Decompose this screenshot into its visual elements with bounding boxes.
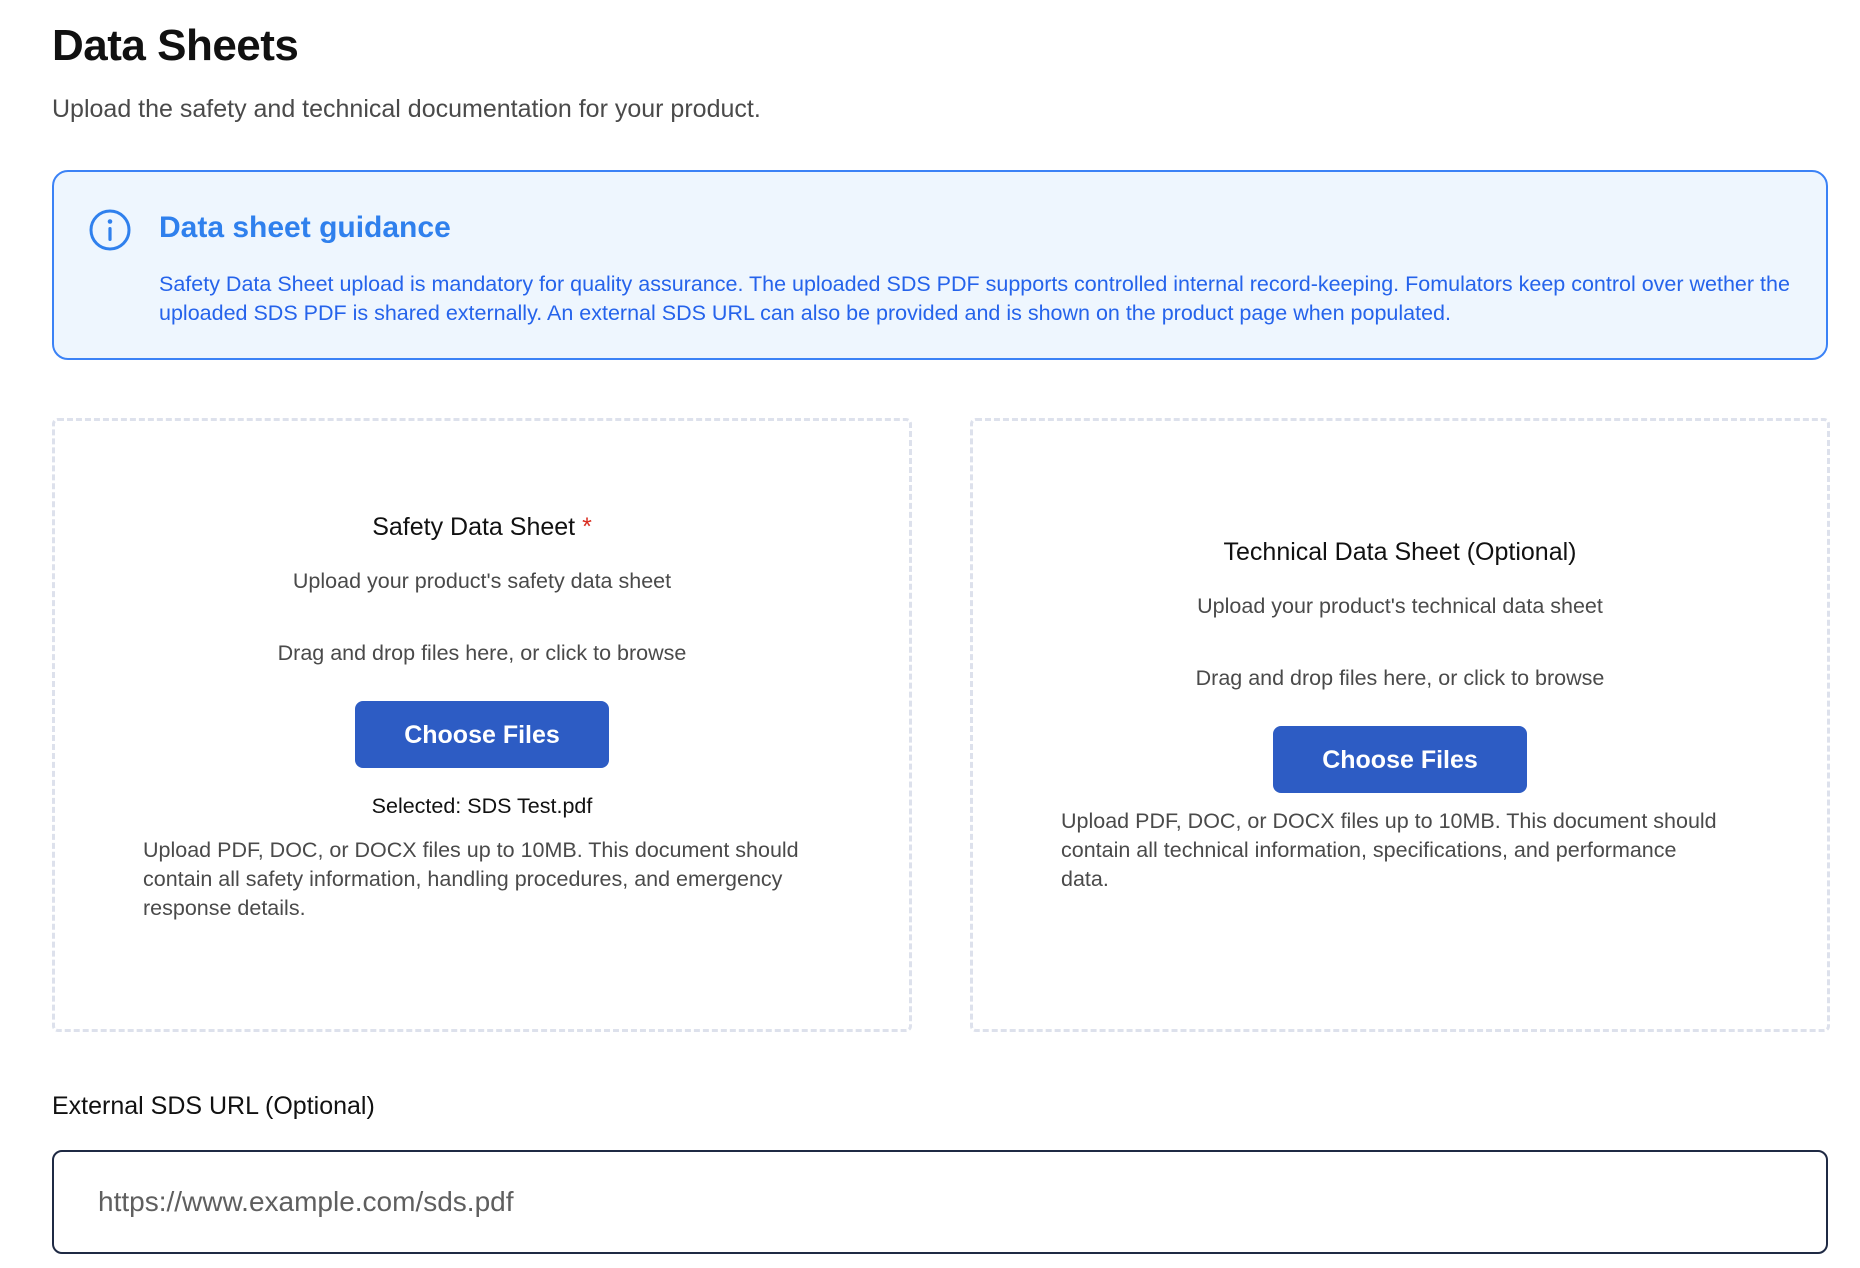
safety-data-sheet-title (55, 511, 909, 543)
safety-help-text: Upload PDF, DOC, or DOCX files up to 10MB. This document should contain all safety information, handling procedures, and emergency response details. (143, 838, 799, 920)
technical-drag-hint: Drag and drop files here, or click to browse (1195, 666, 1605, 690)
safety-choose-files-button[interactable]: Choose Files (355, 701, 609, 768)
guidance-body: Safety Data Sheet upload is mandatory for quality assurance. The uploaded SDS PDF supports controlled internal record-keeping. Fomulators keep control over wether the uploaded SDS PDF is shared externally. An external SDS URL can also be provided and is shown on the product page when populated. (159, 272, 1790, 325)
safety-description: Upload your product's safety data sheet (292, 569, 672, 593)
safety-data-sheet-dropzone[interactable] (52, 418, 912, 1032)
external-sds-url-label: External SDS URL (Optional) (52, 1092, 375, 1120)
safety-drag-hint: Drag and drop files here, or click to browse (277, 641, 687, 665)
technical-description: Upload your product's technical data sheet (1197, 594, 1603, 618)
safety-dropzone-content (55, 511, 909, 923)
guidance-title: Data sheet guidance (159, 211, 451, 244)
page-subtitle: Upload the safety and technical documentation for your product. (52, 95, 761, 123)
technical-help-text: Upload PDF, DOC, or DOCX files up to 10MB. This document should contain all technical information, specifications, and performance data. (1061, 809, 1717, 891)
technical-choose-files-button[interactable]: Choose Files (1273, 726, 1527, 793)
guidance-panel (52, 170, 1828, 360)
safety-selected-file: Selected: SDS Test.pdf (371, 794, 593, 818)
technical-data-sheet-title: Technical Data Sheet (Optional) (1223, 538, 1577, 566)
data-sheets-page (52, 0, 1828, 1120)
technical-dropzone-content (973, 536, 1827, 894)
external-sds-url-input[interactable] (52, 1150, 1828, 1254)
safety-title-text: Safety Data Sheet (372, 513, 576, 541)
page-title: Data Sheets (52, 21, 299, 70)
technical-data-sheet-dropzone[interactable] (970, 418, 1830, 1032)
required-marker: * (582, 513, 592, 541)
info-icon (88, 208, 132, 252)
